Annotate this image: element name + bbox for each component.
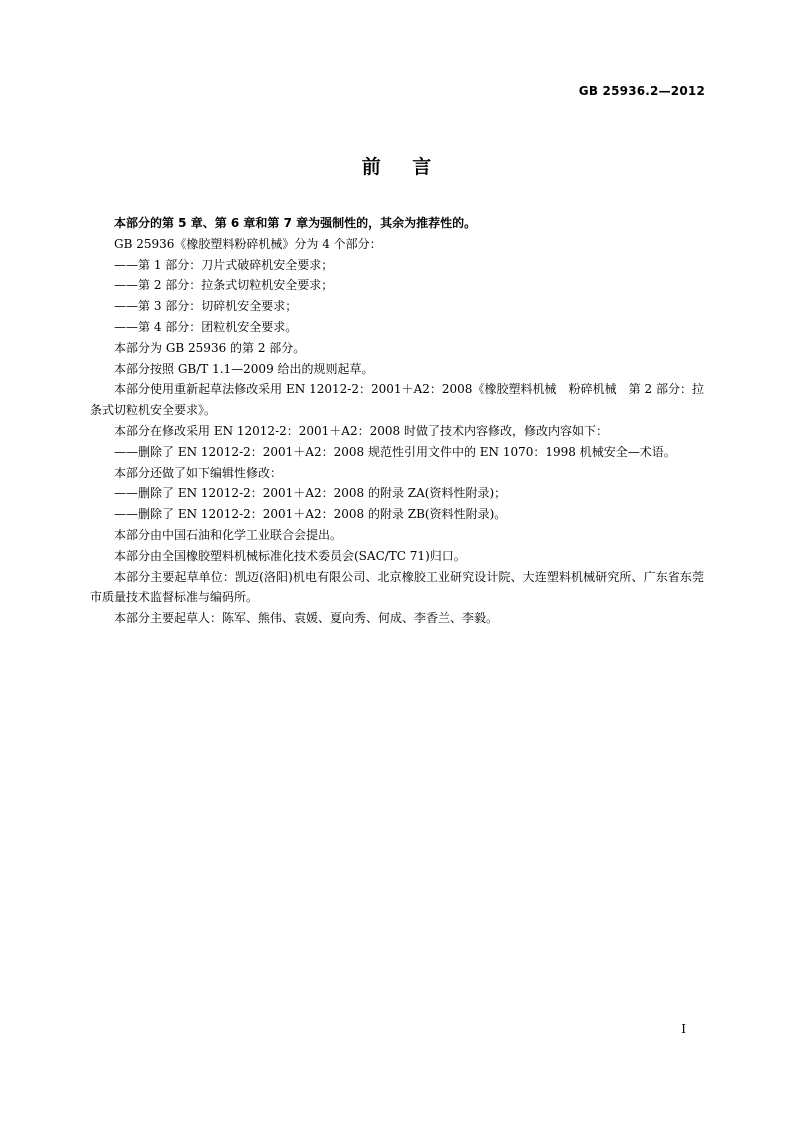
- foreword-body: [90, 213, 704, 629]
- page-number: I: [681, 1022, 686, 1036]
- paragraph: 本部分由全国橡胶塑料机械标准化技术委员会(SAC/TC 71)归口。: [114, 548, 466, 563]
- paragraph-mandatory-note: 本部分的第 5 章、第 6 章和第 7 章为强制性的，其余为推荐性的。: [114, 216, 477, 230]
- paragraph: 本部分使用重新起草法修改采用 EN 12012-2：2001＋A2：2008《橡胶塑料机械 粉碎机械 第 2 部分：拉条式切粒机安全要求》。: [90, 382, 704, 418]
- list-item: ——删除了 EN 12012-2：2001＋A2：2008 的附录 ZA(资料性附录)；: [114, 486, 507, 501]
- paragraph: 本部分在修改采用 EN 12012-2：2001＋A2：2008 时做了技术内容修改，修改内容如下：: [114, 423, 608, 438]
- paragraph: 本部分由中国石油和化学工业联合会提出。: [114, 527, 343, 542]
- paragraph: 本部分还做了如下编辑性修改：: [114, 465, 283, 480]
- page-title: 前 言: [361, 156, 433, 178]
- paragraph: 本部分按照 GB/T 1.1—2009 给出的规则起草。: [114, 361, 374, 376]
- list-item: ——第 3 部分：切碎机安全要求；: [114, 299, 298, 314]
- list-item: ——第 1 部分：刀片式破碎机安全要求；: [114, 257, 334, 272]
- paragraph: GB 25936《橡胶塑料粉碎机械》分为 4 个部分：: [114, 236, 382, 251]
- standard-code: GB 25936.2—2012: [578, 84, 705, 98]
- list-item: ——删除了 EN 12012-2：2001＋A2：2008 的附录 ZB(资料性附录)。: [114, 507, 507, 522]
- paragraph: 本部分主要起草单位：凯迈(洛阳)机电有限公司、北京橡胶工业研究设计院、大连塑料机械研究所、广东省东莞市质量技术监督标准与编码所。: [90, 569, 704, 605]
- list-item: ——删除了 EN 12012-2：2001＋A2：2008 规范性引用文件中的 EN 1070：1998 机械安全—术语。: [114, 444, 676, 459]
- paragraph: 本部分为 GB 25936 的第 2 部分。: [114, 340, 306, 355]
- list-item: ——第 4 部分：团粒机安全要求。: [114, 319, 298, 334]
- paragraph: 本部分主要起草人：陈军、熊伟、袁媛、夏向秀、何成、李香兰、李毅。: [114, 611, 499, 626]
- list-item: ——第 2 部分：拉条式切粒机安全要求；: [114, 278, 334, 293]
